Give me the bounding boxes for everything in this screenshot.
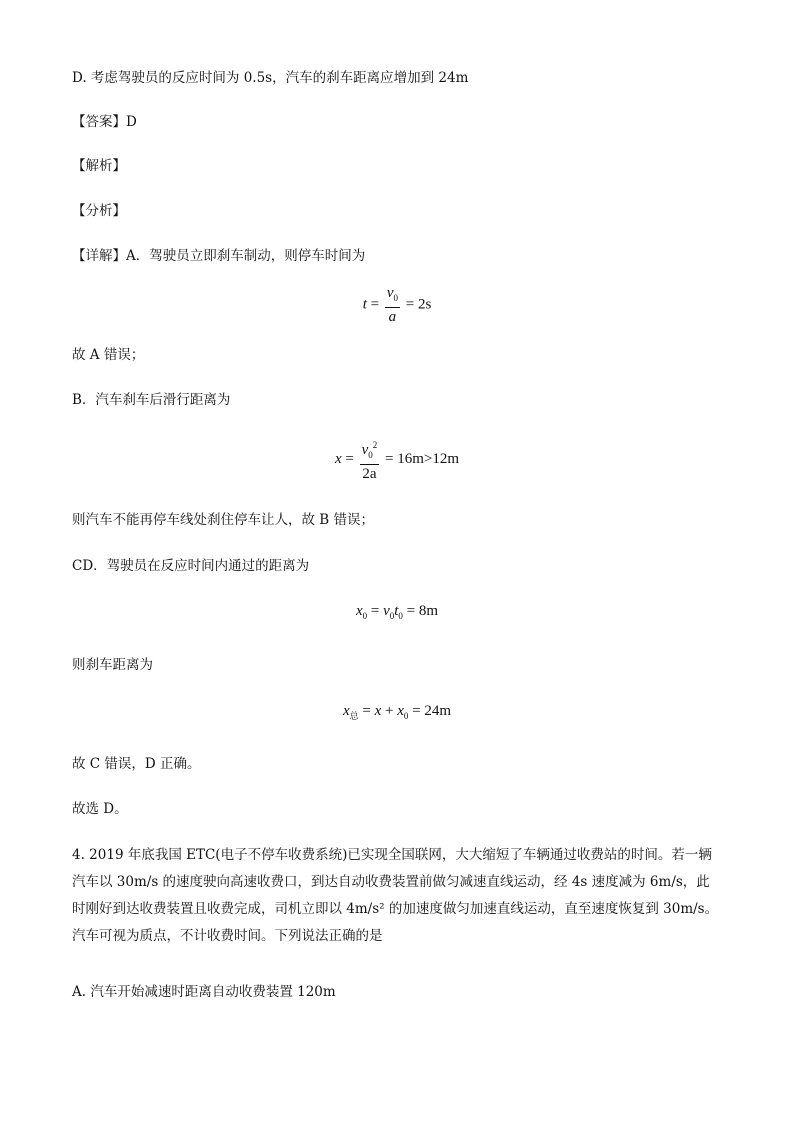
cd-intro: CD．驾驶员在反应时间内通过的距离为 bbox=[72, 558, 310, 574]
equation-reaction-distance: $x_0 = v_0t_0 = 8m$ bbox=[355, 603, 439, 621]
question-4-text: 4. 2019 年底我国 ETC(电子不停车收费系统)已实现全国联网，大大缩短了车辆通过收费站的时间。若一辆汽车以 30m/s 的速度驶向高速收费口，到达自动收费装置前做匀减速直线运动，经 4s 速度减为 6m/s，此时刚好到达收费装置且收费完成，司机立即以 4m/s² 的加速度做匀加速直线运动，直至速度恢复到 30m/s。汽车可视为质点，不计收费时间。下列说法正确的是 bbox=[72, 847, 719, 944]
detail-a: 【详解】A．驾驶员立即刹车制动，则停车时间为 bbox=[72, 248, 366, 264]
then-label: 则刹车距离为 bbox=[72, 657, 153, 673]
equation-slide-distance: x = $\frac{v_0^2}{2a}$ = 16m>12m bbox=[0, 436, 794, 483]
answer-label: 【答案】D bbox=[72, 114, 137, 130]
conclusion-a: 故 A 错误； bbox=[72, 347, 145, 363]
option-d: D. 考虑驾驶员的反应时间为 0.5s，汽车的刹车距离应增加到 24m bbox=[72, 70, 469, 86]
b-intro: B．汽车刹车后滑行距离为 bbox=[72, 392, 231, 408]
equation-stop-time: t = $\frac{v_0}{a}$ = 2s bbox=[362, 285, 432, 325]
equation-total-distance: $x_总 = x + x_0 = 24m$ bbox=[342, 703, 452, 721]
conclusion-b: 则汽车不能再停车线处刹住停车让人，故 B 错误； bbox=[72, 512, 375, 528]
analysis-label: 【解析】 bbox=[72, 158, 126, 174]
conclusion-cd: 故 C 错误，D 正确。 bbox=[72, 756, 201, 772]
question-4-option-a: A. 汽车开始减速时距离自动收费装置 120m bbox=[72, 984, 336, 1000]
choose-label: 故选 D。 bbox=[72, 801, 128, 817]
fenxi-label: 【分析】 bbox=[72, 203, 126, 219]
